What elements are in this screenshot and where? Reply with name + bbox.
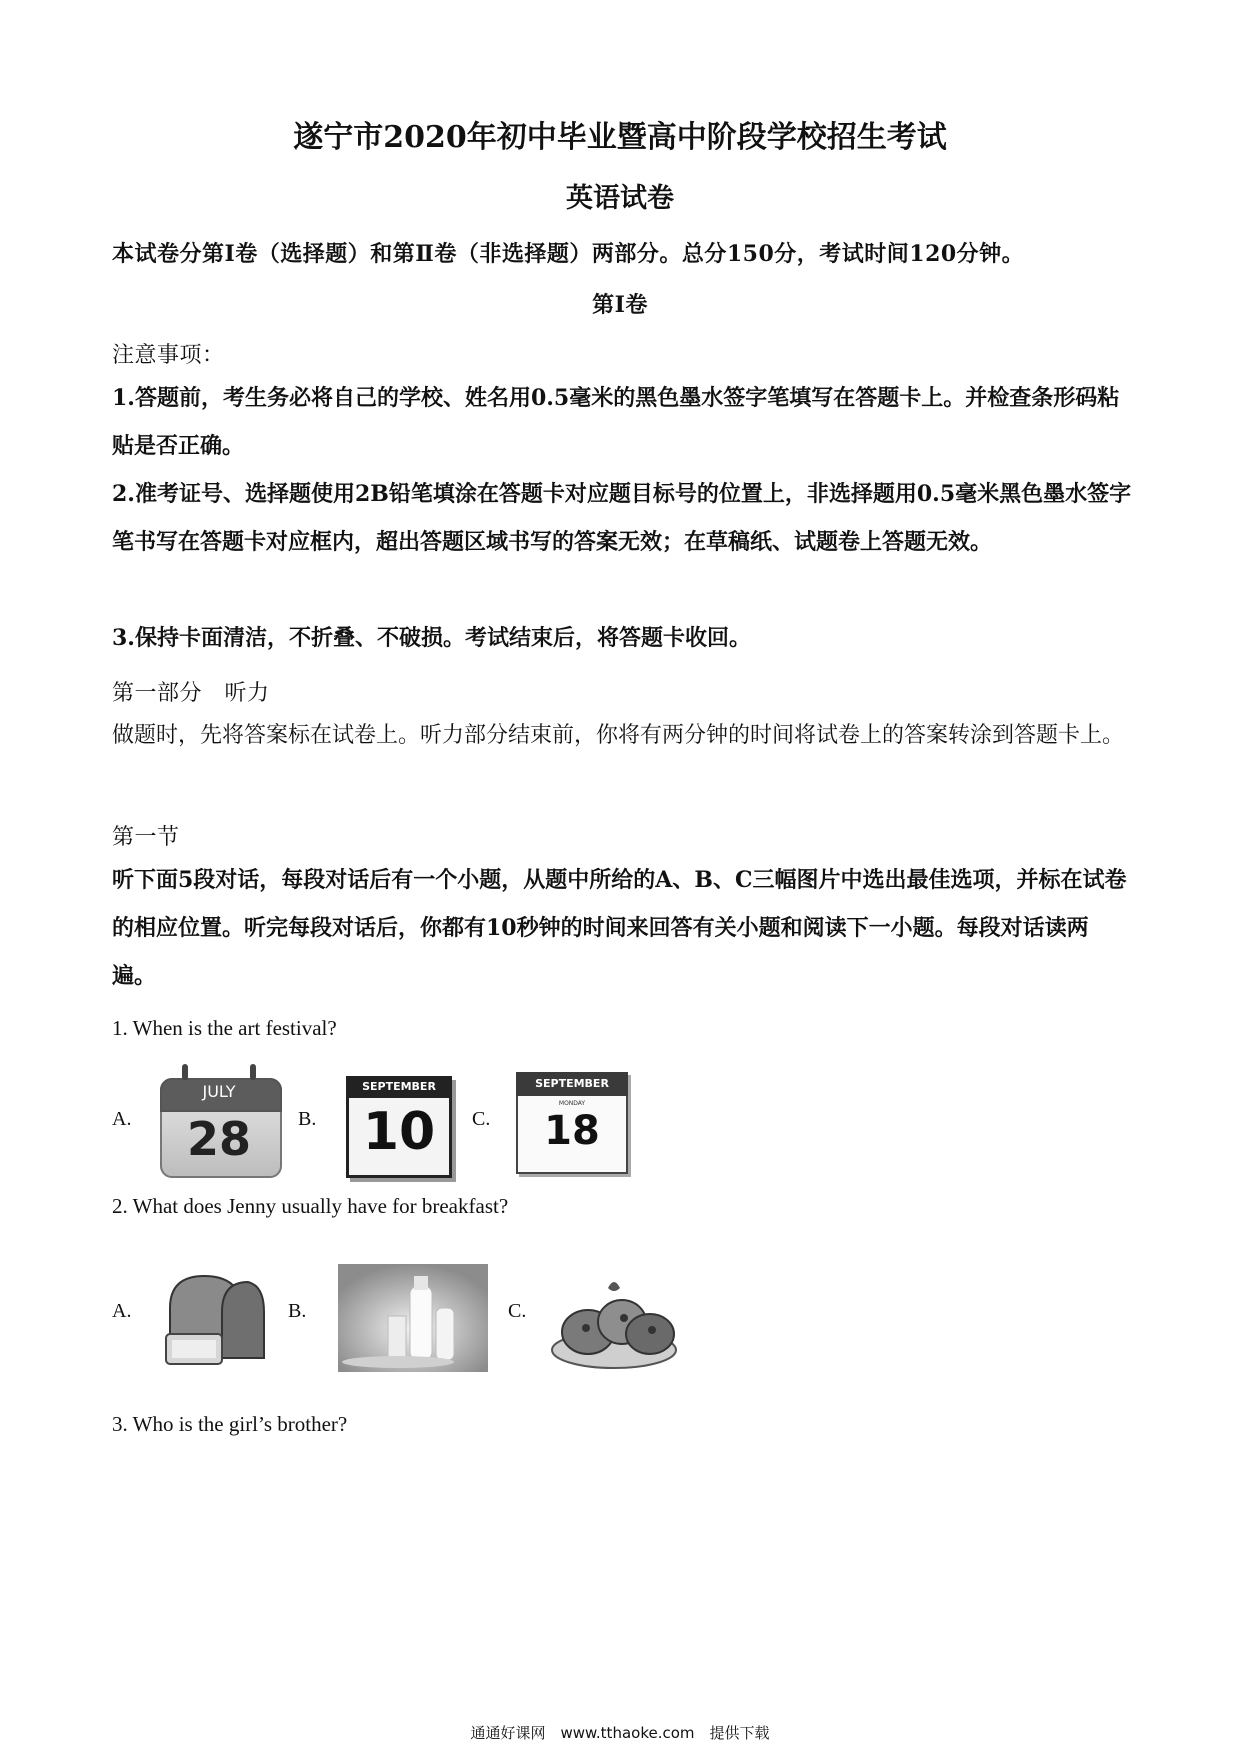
notes-heading: 注意事项： <box>112 343 225 368</box>
note-item-1: 1.答题前，考生务必将自己的学校、姓名用0.5毫米的黑色墨水签字笔填写在答题卡上。并检查条形码粘贴是否正确。 <box>112 385 1120 459</box>
q2-option-b-label: B. <box>288 1300 307 1322</box>
calendar-september-10-icon <box>346 1072 450 1176</box>
q2-option-c-label: C. <box>508 1300 527 1322</box>
section-instruction: 听下面5段对话，每段对话后有一个小题，从题中所给的A、B、C三幅图片中选出最佳选项，并标在试卷的相应位置。听完每段对话后，你都有10秒钟的时间来回答有关小题和阅读下一小题。每段对话读两遍。 <box>112 867 1127 989</box>
part1-instruction: 做题时，先将答案标在试卷上。听力部分结束前，你将有两分钟的时间将试卷上的答案转涂到答题卡上。 <box>112 723 1125 748</box>
q1c-weekday: MONDAY <box>558 1100 586 1107</box>
section-heading: 第一节 <box>112 825 180 850</box>
exam-title: 遂宁市2020年初中毕业暨高中阶段学校招生考试 <box>293 120 947 155</box>
exam-intro: 本试卷分第Ⅰ卷（选择题）和第Ⅱ卷（非选择题）两部分。总分150分，考试时间120分钟。 <box>112 241 1025 267</box>
q1-option-a-label: A. <box>112 1108 132 1130</box>
q1-option-b-label: B. <box>298 1108 317 1130</box>
calendar-september-18-icon <box>516 1072 628 1176</box>
calendar-july-28-icon <box>160 1070 278 1174</box>
q1b-month: SEPTEMBER <box>362 1080 436 1093</box>
note-item-3: 3.保持卡面清洁，不折叠、不破损。考试结束后，将答题卡收回。 <box>112 625 751 651</box>
question-2: 2. What does Jenny usually have for breakfast? <box>112 1194 509 1218</box>
q1a-month: JULY <box>202 1082 236 1101</box>
pastries-icon <box>550 1268 680 1372</box>
note-item-2: 2.准考证号、选择题使用2B铅笔填涂在答题卡对应题目标号的位置上，非选择题用0.5毫米黑色墨水签字笔书写在答题卡对应框内，超出答题区域书写的答案无效；在草稿纸、试题卷上答题无效。 <box>112 481 1132 555</box>
milk-icon <box>338 1264 488 1372</box>
q1c-day: 18 <box>544 1108 600 1154</box>
exam-subtitle: 英语试卷 <box>566 183 674 214</box>
volume-heading: 第Ⅰ卷 <box>592 292 648 318</box>
q1b-day: 10 <box>362 1102 436 1162</box>
q2-option-a-label: A. <box>112 1300 132 1322</box>
q1c-month: SEPTEMBER <box>535 1077 609 1090</box>
part1-heading: 第一部分 听力 <box>112 681 270 706</box>
bread-icon <box>160 1268 268 1368</box>
q1a-day: 28 <box>186 1112 251 1166</box>
page-footer: 通通好课网 www.tthaoke.com 提供下载 <box>470 1724 770 1742</box>
q1-option-c-label: C. <box>472 1108 491 1130</box>
question-3: 3. Who is the girl’s brother? <box>112 1412 348 1436</box>
question-1: 1. When is the art festival? <box>112 1016 337 1040</box>
